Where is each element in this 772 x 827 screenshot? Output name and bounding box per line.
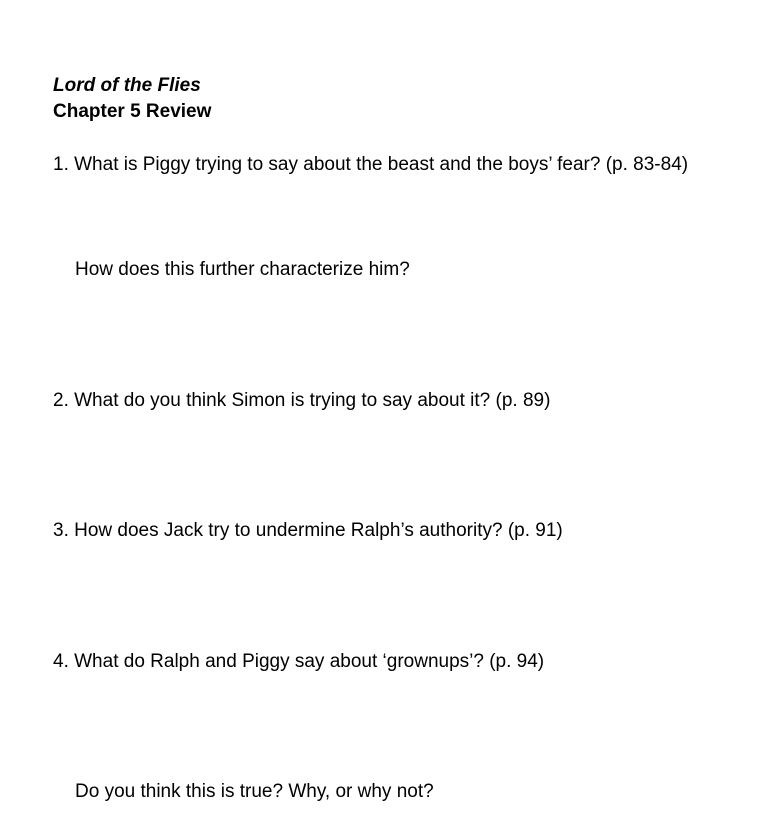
question-2: 2. What do you think Simon is trying to say about it? (p. 89) — [53, 390, 551, 411]
question-1: 1. What is Piggy trying to say about the beast and the boys’ fear? (p. 83-84) — [53, 154, 689, 175]
question-3: 3. How does Jack try to undermine Ralph’s authority? (p. 91) — [53, 520, 563, 541]
question-4: 4. What do Ralph and Piggy say about ‘grownups’? (p. 94) — [53, 651, 545, 672]
question-1-followup: How does this further characterize him? — [75, 259, 410, 280]
question-4-followup: Do you think this is true? Why, or why not? — [75, 781, 434, 802]
document-subtitle: Chapter 5 Review — [53, 101, 212, 122]
document-title: Lord of the Flies — [53, 75, 201, 96]
